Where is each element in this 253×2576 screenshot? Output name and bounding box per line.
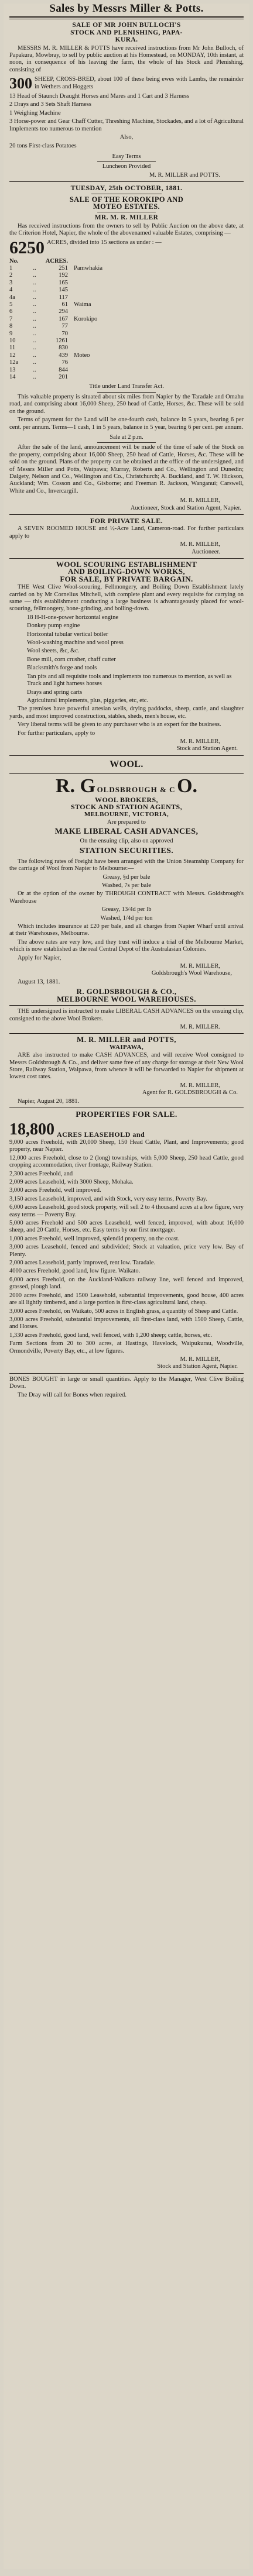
ad1-title-line1: SALE OF MR JOHN BULLOCH'S <box>72 22 181 29</box>
lot-row <box>9 367 244 374</box>
lot-number: 3 <box>9 279 13 286</box>
ad8-property: 2,300 acres Freehold, and <box>9 1170 73 1177</box>
lot-row <box>9 374 244 381</box>
lot-row <box>9 280 244 287</box>
ad1-item: 3 Horse-power and Gear Chaff Cutter, Threshing Machine, Stockades, and a lot of Agricultural Implements too numerous to mention <box>9 118 244 132</box>
lot-acres: 167 <box>59 315 68 322</box>
ad5-advances-sub: On the ensuing clip, also on approved <box>80 838 173 845</box>
lot-leader: .. <box>33 294 36 301</box>
ad2-acres-block <box>9 239 244 257</box>
newspaper-page <box>4 4 249 2569</box>
ad7-title: M. R. MILLER and POTTS, <box>77 1035 176 1044</box>
lot-number: 13 <box>9 366 16 373</box>
ad8-big-number: 18,800 <box>9 1120 54 1139</box>
ad5-rate: Greasy, 13/4d per lb <box>101 906 152 913</box>
ad5-firm-middle: OLDSBROUGH & C <box>97 785 176 794</box>
lot-number: 11 <box>9 345 16 352</box>
lot-number: 4 <box>9 287 13 294</box>
ad8-property: 1,000 acres Freehold, well improved, splendid property, on the coast. <box>9 1235 180 1242</box>
lot-row <box>9 301 244 308</box>
ad4-plant-item: Horizontal tubular vertical boiler <box>27 631 108 638</box>
ad7-title: WAIPAWA, <box>109 1043 144 1051</box>
ad8-property: 3,000 acres Freehold, well improved. <box>9 1187 101 1194</box>
ad5-rate: Washed, 1/4d per ton <box>100 914 153 921</box>
ad1-item: 1 Weighing Machine <box>9 109 61 116</box>
ad8-property: Farm Sections from 20 to 300 acres, at Hastings, Havelock, Waipukurau, Woodville, Ormondville, Poverty Bay, etc., at low figures. <box>9 1340 244 1354</box>
ad1-item: 13 Head of Staunch Draught Horses and Mares and 1 Cart and 3 Harness <box>9 93 190 100</box>
lot-number: 5 <box>9 301 13 308</box>
lot-leader: .. <box>33 323 36 330</box>
short-rule <box>97 161 156 162</box>
ad5-firm-sub: MELBOURNE, VICTORIA, <box>84 810 169 818</box>
lot-leader: .. <box>33 345 36 352</box>
lot-leader: .. <box>33 272 36 279</box>
ad2-lots-table <box>9 258 244 381</box>
ad8-signature: M. R. MILLER, <box>180 1356 220 1363</box>
lot-locality: Moteo <box>74 352 90 359</box>
ad8-property: 5,000 acres Freehold and 500 acres Leasehold, well fenced, improved, with about 16,000 sheep, and 20 Cattle, Horses, etc. Easy terms by our first mortgage. <box>9 1220 244 1234</box>
lot-acres: 117 <box>59 294 68 301</box>
lot-row <box>9 272 244 279</box>
ad8-property-list <box>9 1139 244 1371</box>
ad1-terms: Easy Terms <box>112 153 141 160</box>
ad8-property: 6,000 acres Freehold, on the Auckland-Waikato railway line, well fenced and improved, grassed, plough land. <box>9 1276 244 1291</box>
ad5-firm2: MELBOURNE WOOL WAREHOUSES. <box>57 994 196 1003</box>
ad8-property: 2,000 acres Leasehold, partly improved, rent low. Taradale. <box>9 1260 156 1267</box>
lot-locality <box>74 272 244 279</box>
ad4-title-line2: AND BOILING-DOWN WORKS, <box>67 567 185 576</box>
ad8-property: 4000 acres Freehold, good land, low figure. Waikato. <box>9 1268 141 1275</box>
ad2-title-line1: SALE OF THE KOROKIPO AND <box>69 195 184 204</box>
lot-number: 6 <box>9 308 13 315</box>
ad1-title-line3: KURA. <box>115 36 138 44</box>
ad5-signature: M. R. MILLER, <box>180 963 220 970</box>
lot-locality: Pamwhakia <box>74 264 102 271</box>
ad4-plant-item: 18 H-H-one-power horizontal engine <box>27 614 118 621</box>
lot-leader: .. <box>33 315 36 322</box>
ad4-plant-item: Wool-washing machine and wool press <box>27 639 124 646</box>
ad1-sheep-block <box>9 76 244 92</box>
lot-number: 10 <box>9 338 16 345</box>
ad1-big-number: 300 <box>9 75 32 92</box>
ad8-property: 1,330 acres Freehold, good land, well fenced, with 1,200 sheep; cattle, horses, etc. <box>9 1332 212 1339</box>
lot-leader: .. <box>33 301 36 308</box>
ad5-rate: Greasy, §d per bale <box>102 873 151 881</box>
lot-locality <box>74 280 244 287</box>
ad8-acres-block <box>9 1122 244 1138</box>
ad2-title-note: Title under Land Transfer Act. <box>89 383 164 390</box>
lot-acres: 294 <box>59 308 68 315</box>
lot-acres: 192 <box>59 272 68 279</box>
ad3-signature: M. R. MILLER, <box>180 541 220 548</box>
divider <box>9 514 244 515</box>
lot-locality <box>74 359 244 366</box>
ad2-paragraph: Terms of payment for the Land will be one-fourth cash, balance in 5 years, bearing 6 per cent. per annum. Terms—1 cash, 1 in 5 years, balance in 5 year, bearing 6 per cent. per annum. <box>9 417 244 431</box>
ad1-item: 20 tons First-class Potatoes <box>9 142 77 149</box>
lot-acres: 1261 <box>56 338 68 345</box>
divider <box>9 1033 244 1034</box>
lot-number: 12a <box>9 359 19 366</box>
lot-leader: .. <box>33 359 36 366</box>
ad3-body: A SEVEN ROOMED HOUSE and ½-Acre Land, Cameron-road. For further particulars apply to <box>9 525 244 539</box>
ad8-property: 2,009 acres Leasehold, with 3000 Sheep, Mohaka. <box>9 1179 134 1185</box>
divider <box>9 1373 244 1374</box>
lot-acres: 61 <box>61 301 68 308</box>
lot-locality <box>74 338 244 345</box>
lot-number: 4a <box>9 294 15 301</box>
bones-notice: BONES BOUGHT in large or small quantities. Apply to the Manager, West Clive Boiling Down. <box>9 1375 244 1390</box>
ad4-plant-item: Agricultural implements, plus, piggeries, etc, etc. <box>27 697 149 704</box>
lot-leader: .. <box>33 374 36 381</box>
bones-note: The Dray will call for Bones when required. <box>18 1391 127 1398</box>
short-rule <box>97 392 156 393</box>
lot-row <box>9 308 244 315</box>
divider <box>9 181 244 182</box>
lot-row <box>9 294 244 301</box>
ad3-title: FOR PRIVATE SALE. <box>90 516 163 525</box>
lot-acres: 201 <box>59 374 68 381</box>
ad5-paragraph: The above rates are very low, and they trust will induce a trial of the Melbourne Market, which is now established as the real Central Depot of the Australasian Colonies. <box>9 938 244 953</box>
ad2-paragraph: After the sale of the land, announcement will be made of the time of sale of the Stock on the property, comprising about 16,000 Sheep, 250 head of Cattle, Horses, &c. These will be sold on the ground. Plans of the property can be obtained at the office of the undersigned, and of Messrs Miller and Potts, Waipawa; Murray, Roberts and Co., Wellington and Dunedin; Dalgety, Nelson and Co., Wellington and Co., Christchurch; A. Buckland, and T. W. Hickson, Auckland; Wm. Cosson and Co., Gisborne; and Freeman R. Jackson, Wanganui; Carswell, White and Co., Invercargill. <box>9 444 244 494</box>
ad7-signature: M. R. MILLER, <box>180 1082 220 1089</box>
ad4-signature-title: Stock and Station Agent. <box>176 745 238 752</box>
ad1-luncheon: Luncheon Provided <box>102 163 151 170</box>
ad1-item: 2 Drays and 3 Sets Shaft Harness <box>9 101 91 108</box>
ad1-item: Also, <box>119 134 134 141</box>
lot-acres: 77 <box>61 323 68 330</box>
lot-locality <box>74 367 244 374</box>
ad5-apply: Apply for Napier, <box>18 954 61 961</box>
ad2-signature: M. R. MILLER, <box>180 497 220 504</box>
ad4-plant-item: Tan pits and all requisite tools and implements too numerous to mention, as well as Truck and light harness horses <box>27 673 232 687</box>
divider <box>9 558 244 559</box>
lot-leader: .. <box>33 279 36 286</box>
lot-row <box>9 352 244 359</box>
ad5-through: Or at the option of the owner by THROUGH CONTRACT with Messrs. Goldsbrough's Warehouse <box>9 890 244 904</box>
ad2-date: TUESDAY, 25th OCTOBER, 1881. <box>70 184 183 192</box>
ad8-property: 2000 acres Freehold, and 1500 Leasehold, substantial improvements, good house, 400 acres are all lightly timbered, and a large portion is first-class agricultural land, cheap. <box>9 1292 244 1306</box>
lot-leader: .. <box>33 352 36 359</box>
ad4-paragraph: For further particulars, apply to <box>18 730 95 737</box>
ad2-signature-title: Auctioneer, Stock and Station Agent, Napier. <box>130 504 241 511</box>
ad5-firm-name <box>9 776 244 796</box>
lot-leader: .. <box>33 338 36 345</box>
ad5-paragraph: Which includes insurance at £20 per bale, and all charges from Napier Wharf until arrival at their Warehouses, Melbourne. <box>9 923 244 937</box>
ad1-intro: MESSRS M. R. MILLER & POTTS have received instructions from Mr John Bulloch, of Papakura, Mowbray, to sell by public auction at his Homestead, on MONDAY, 10th instant, at noon, in consequence of his leaving the farm, the whole of his Stock and Plenishing, consisting of <box>9 44 244 73</box>
lot-locality <box>74 331 244 338</box>
lot-row <box>9 265 244 272</box>
ad8-title: PROPERTIES FOR SALE. <box>76 1110 177 1119</box>
ad4-paragraph: THE West Clive Wool-scouring, Fellmongery, and Boiling Down Establishment lately carried on by Mr Cornelius Mitchell, with complete plant and every requisite for carrying on same — this establishment conducting a large business is advantageously placed for wool-scouring, fellmongery, bone-grinding, and boiling-down. <box>9 584 244 613</box>
lot-acres: 76 <box>61 359 68 366</box>
lot-leader: .. <box>33 308 36 315</box>
lot-locality <box>74 308 244 315</box>
ad4-title-line3: FOR SALE, BY PRIVATE BARGAIN. <box>60 574 193 583</box>
ad6-body: THE undersigned is instructed to make LIBERAL CASH ADVANCES on the ensuing clip, consigned to the above Wool Brokers. <box>9 1008 244 1022</box>
ad5-prepared: Are prepared to <box>107 818 146 826</box>
lot-leader: .. <box>33 330 36 337</box>
lot-leader: .. <box>33 287 36 294</box>
ad5-firm-initial: R. G <box>55 775 95 797</box>
ad8-acres-text: ACRES LEASEHOLD and <box>57 1130 145 1139</box>
lot-row <box>9 359 244 366</box>
lot-acres: 70 <box>61 330 68 337</box>
lot-leader: .. <box>33 366 36 373</box>
lot-acres: 830 <box>59 345 68 352</box>
ad4-plant-item: Drays and spring carts <box>27 689 83 696</box>
lot-locality <box>74 374 244 381</box>
lots-header <box>9 258 244 265</box>
divider <box>9 773 244 774</box>
lot-acres: 439 <box>59 352 68 359</box>
ad7-signature-title: Agent for R. GOLDSBROUGH & Co. <box>142 1089 238 1096</box>
divider <box>9 1005 244 1006</box>
lot-locality <box>74 287 244 294</box>
ad8-property: 3,000 acres Freehold, substantial improvements, all first-class land, with 1500 Sheep, Cattle, and Horses. <box>9 1316 244 1330</box>
lot-locality: Waima <box>74 301 91 308</box>
ad1-signature: M. R. MILLER and POTTS. <box>149 171 220 178</box>
lot-locality: Korokipo <box>74 315 98 322</box>
lot-number: 9 <box>9 330 13 337</box>
ad7-body: ARE also instructed to make CASH ADVANCES, and will receive Wool consigned to Messrs Goldsbrough & Co., and deliver same free of any charge for storage at their New Wool Store, Railway Station, Waipawa, from whence it will be forwarded to Napier for shipment at lowest cost rates. <box>9 1052 244 1081</box>
lot-row <box>9 345 244 352</box>
ad1-title-line2: STOCK AND PLENISHING, PAPA- <box>70 29 183 36</box>
lots-header-no: No. <box>9 257 19 264</box>
ad6-signature: M. R. MILLER. <box>180 1023 220 1030</box>
lot-row <box>9 331 244 338</box>
lot-acres: 844 <box>59 366 68 373</box>
ad4-plant-item: Wool sheets, &c, &c. <box>27 648 80 655</box>
ad4-paragraph: The premises have powerful artesian wells, drying paddocks, sheep, cattle, and slaughter yards, and most improved construction, stables, sheds, men's house, etc. <box>9 706 244 720</box>
ad5-firm-sub: WOOL BROKERS, <box>95 795 158 804</box>
lot-leader: .. <box>33 264 36 271</box>
ad5-firm-sub: STOCK AND STATION AGENTS, <box>70 803 183 811</box>
lots-rows <box>9 265 244 381</box>
ad2-paragraph: This valuable property is situated about six miles from Napier by the Taradale and Omahu road, and comprising about 16,000 Sheep, 250 head of Cattle, Horses, &c. These will be sold on the ground. <box>9 393 244 415</box>
banner-heading: Sales by Messrs Miller & Potts. <box>49 4 204 15</box>
ad4-title-line1: WOOL SCOURING ESTABLISHMENT <box>56 560 197 569</box>
ad5-paragraph: The following rates of Freight have been arranged with the Union Steamship Company for the carriage of Wool from Napier to Melbourne:— <box>9 858 244 872</box>
ad4-plant-item: Blacksmith's forge and tools <box>27 665 97 672</box>
ad8-signature-title: Stock and Station Agent, Napier. <box>157 1363 238 1370</box>
ad5-rate: Washed, 7s per bale <box>102 882 151 889</box>
ad5-advances: MAKE LIBERAL CASH ADVANCES, <box>54 827 199 837</box>
lot-acres: 165 <box>59 279 68 286</box>
ad8-property: 9,000 acres Freehold, with 20,000 Sheep, 150 Head Cattle, Plant, and Improvements; good property, near Napier. <box>9 1139 244 1153</box>
ad4-plant-item: Bone mill, corn crusher, chaff cutter <box>27 656 116 663</box>
lot-number: 2 <box>9 272 13 279</box>
ad2-acres-text: ACRES, divided into 15 sections as under : — <box>47 239 162 246</box>
lot-number: 12 <box>9 352 16 359</box>
lot-number: 1 <box>9 264 13 271</box>
lot-acres: 251 <box>59 264 68 271</box>
ad2-title-line2: MOTEO ESTATES. <box>93 202 160 211</box>
lot-locality <box>74 294 244 301</box>
ad8-property: 3,000 acres Leasehold, fenced and subdivided; Stock at valuation, price very low. Bay of Plenty. <box>9 1244 244 1258</box>
ad2-intro: Has received instructions from the owners to sell by Public Auction on the above date, at the Criterion Hotel, Napier, the whole of the abovenamed valuable Estates, comprising — <box>9 222 244 237</box>
advertisements-column <box>4 4 249 1399</box>
ad5-signature-title: Goldsbrough's Wool Warehouse, <box>151 970 232 977</box>
lot-row <box>9 287 244 294</box>
ad8-property: 6,000 acres Leasehold, good stock property, will sell 2 to 4 thousand acres at a low figure, very easy terms — Poverty Bay. <box>9 1204 244 1218</box>
ad5-section-title: WOOL. <box>110 759 143 769</box>
lot-number: 8 <box>9 323 13 330</box>
ad5-date: August 13, 1881. <box>18 978 60 985</box>
ad3-signature-title: Auctioneer. <box>192 548 220 555</box>
ad2-auctioneer: MR. M. R. MILLER <box>94 214 159 222</box>
ad7-dateline: Napier, August 20, 1881. <box>18 1098 80 1105</box>
short-rule <box>97 442 156 443</box>
lot-acres: 145 <box>59 287 68 294</box>
lot-number: 7 <box>9 315 13 322</box>
lots-header-acres: ACRES. <box>45 257 68 264</box>
ad5-firm-suffix: O. <box>177 775 198 797</box>
ad4-plant-item: Donkey pump engine <box>27 622 80 630</box>
lot-locality <box>74 345 244 352</box>
ad8-property: 3,000 acres Freehold, on Waikato, 500 acres in English grass, a quantity of Sheep and Cattle. <box>9 1308 238 1315</box>
lot-row <box>9 316 244 323</box>
ad5-station: STATION SECURITIES. <box>79 846 174 855</box>
divider <box>9 755 244 756</box>
ad1-item: SHEEP, CROSS-BRED, about 100 of these being ewes with Lambs, the remainder in Wethers and Hoggets <box>35 76 244 90</box>
divider <box>9 16 244 19</box>
ad4-signature: M. R. MILLER, <box>180 738 220 745</box>
ad2-sale-time: Sale at 2 p.m. <box>110 434 143 441</box>
ad8-property: 12,000 acres Freehold, close to 2 (long) townships, with 5,000 Sheep, 250 head Cattle, good cropping accommodation, river frontage, Railway Station. <box>9 1154 244 1169</box>
lot-row <box>9 338 244 345</box>
lot-number: 14 <box>9 374 16 381</box>
ad2-big-number: 6250 <box>9 238 45 257</box>
ad4-paragraph: Very liberal terms will be given to any purchaser who is an expert for the business. <box>18 721 221 728</box>
ad4-plant-list <box>9 614 244 704</box>
lot-row <box>9 323 244 330</box>
ad8-property: 3,150 acres Leasehold, improved, and with Stock, very easy terms, Poverty Bay. <box>9 1195 207 1202</box>
ad5-firm2: R. GOLDSBROUGH & CO., <box>76 987 177 996</box>
lot-locality <box>74 323 244 330</box>
